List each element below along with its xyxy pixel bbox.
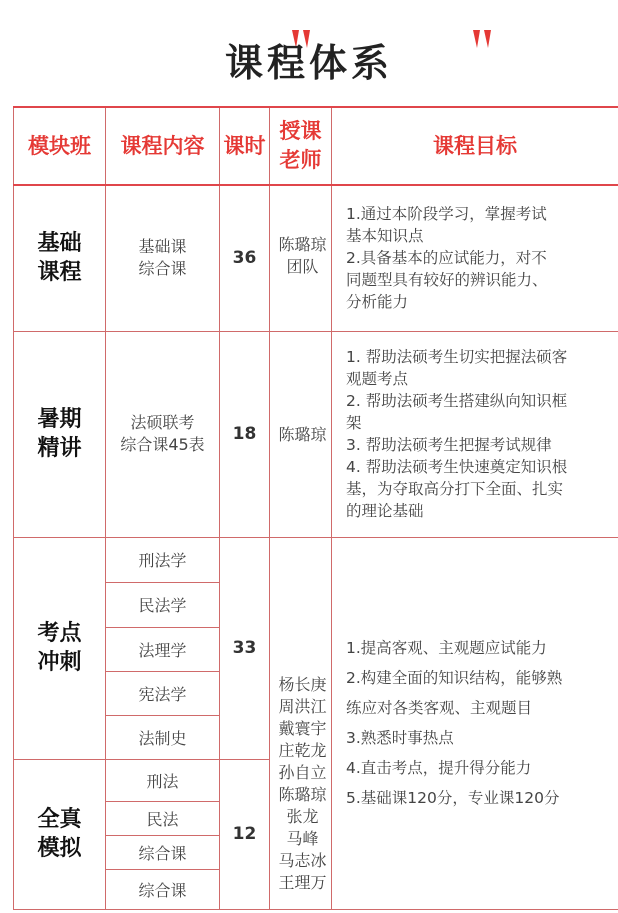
teacher-cell: 陈璐琼 团队: [270, 185, 332, 331]
subject-cell: 法制史: [106, 715, 220, 759]
module-cell: 考点 冲刺: [14, 537, 106, 759]
hours-cell: 36: [220, 185, 270, 331]
content-cell: 基础课 综合课: [106, 185, 220, 331]
goal-cell: 1.通过本阶段学习，掌握考试 基本知识点 2.具备基本的应试能力，对不 同题型具有较好的辨识能力、 分析能力: [332, 185, 618, 331]
subject-cell: 刑法学: [106, 537, 220, 582]
course-table: [13, 106, 618, 910]
table-header-row: [14, 107, 618, 185]
subject-cell: 综合课: [106, 835, 220, 869]
hours-cell: 18: [220, 331, 270, 537]
table-row: [14, 537, 618, 582]
quote-mark-right-icon: [468, 28, 492, 50]
subject-cell: 刑法: [106, 759, 220, 801]
subject-cell: 宪法学: [106, 671, 220, 715]
hours-cell: 33: [220, 537, 270, 759]
header-hours: 课时: [220, 107, 270, 185]
teacher-cell: 杨长庚 周洪江 戴寰宇 庄乾龙 孙自立 陈璐琼 张龙 马峰 马志冰 王理万: [270, 537, 332, 909]
module-cell: 基础 课程: [14, 185, 106, 331]
header-goal: 课程目标: [332, 107, 618, 185]
subject-cell: 法理学: [106, 627, 220, 671]
page-title: 课程体系: [224, 41, 393, 85]
subject-cell: 民法: [106, 801, 220, 835]
goal-cell: 1. 帮助法硕考生切实把握法硕客 观题考点 2. 帮助法硕考生搭建纵向知识框 架 3. 帮助法硕考生把握考试规律 4. 帮助法硕考生快速奠定知识根 基，为夺取高分打下全面、扎实 的理论基础: [332, 331, 618, 537]
header-content: 课程内容: [106, 107, 220, 185]
module-cell: 全真 模拟: [14, 759, 106, 909]
hours-cell: 12: [220, 759, 270, 909]
header-module: 模块班: [14, 107, 106, 185]
module-cell: 暑期 精讲: [14, 331, 106, 537]
table-row: [14, 331, 618, 537]
subject-cell: 民法学: [106, 582, 220, 627]
content-cell: 法硕联考 综合课45表: [106, 331, 220, 537]
header-teacher: 授课 老师: [270, 107, 332, 185]
teacher-cell: 陈璐琼: [270, 331, 332, 537]
table-row: [14, 185, 618, 331]
subject-cell: 综合课: [106, 869, 220, 909]
goal-cell: 1.提高客观、主观题应试能力 2.构建全面的知识结构，能够熟 练应对各类客观、主观题目 3.熟悉时事热点 4.直击考点，提升得分能力 5.基础课120分，专业课120分: [332, 537, 618, 909]
section-header: [0, 0, 618, 106]
